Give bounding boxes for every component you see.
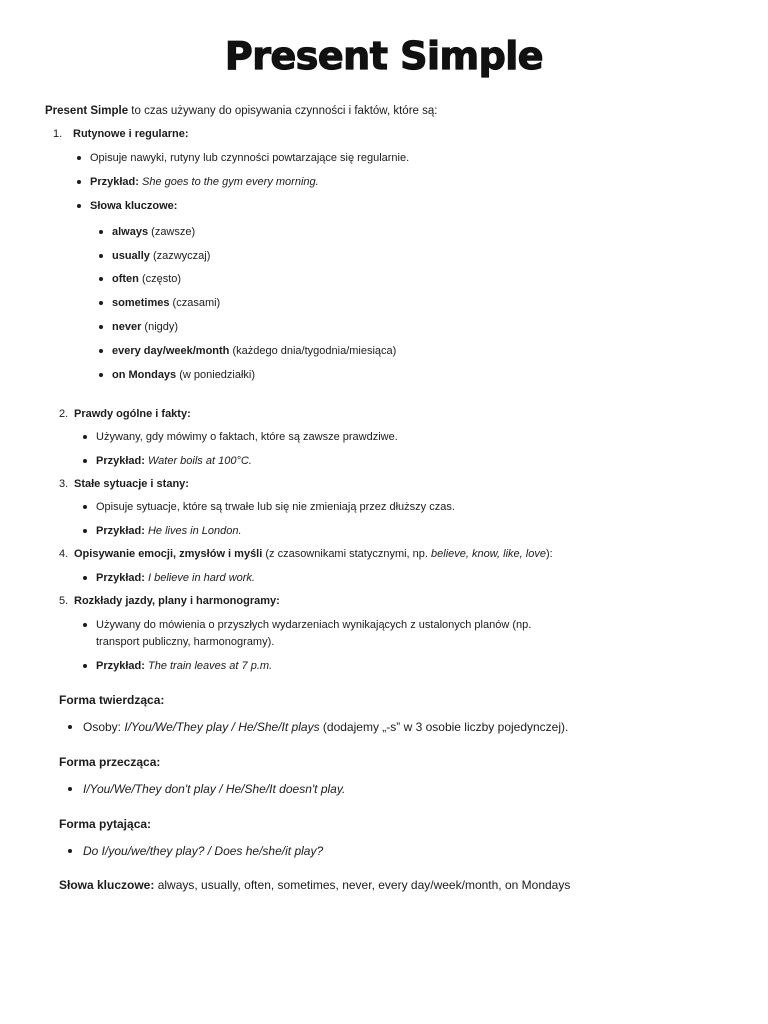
item-text: Opisuje nawyki, rutyny lub czynności powtarzające się regularnie. <box>90 152 410 164</box>
list-item <box>96 570 255 587</box>
section-number: 2. <box>59 408 69 420</box>
question-item <box>83 843 323 860</box>
negative-heading: Forma przecząca: <box>59 755 161 769</box>
section-3-heading <box>59 478 189 490</box>
keyword-item <box>112 295 220 312</box>
item-example: I believe in hard work. <box>147 572 255 584</box>
item-example: Water boils at 100°C. <box>147 455 252 467</box>
keyword-translation: (każdego dnia/tygodnia/miesiąca) <box>229 345 397 357</box>
bullet-icon <box>83 529 87 533</box>
item-example: Do I/you/we/they play? / Does he/she/it play? <box>83 844 324 858</box>
item-text: Używany, gdy mówimy o faktach, które są zawsze prawdziwe. <box>96 431 398 443</box>
list-item <box>90 198 177 215</box>
bullet-icon <box>77 156 81 160</box>
negative-item <box>83 781 345 798</box>
section-title: Opisywanie emocji, zmysłów i myśli <box>74 548 263 560</box>
affirmative-item <box>83 719 568 736</box>
section-title: Prawdy ogólne i fakty: <box>74 408 191 420</box>
keyword-item <box>112 319 178 336</box>
list-item <box>96 523 242 540</box>
keyword: always <box>112 226 149 238</box>
intro-text: to czas używany do opisywania czynności i faktów, które są: <box>128 105 438 117</box>
bullet-icon <box>83 623 87 627</box>
item-label: Przykład: <box>90 176 139 188</box>
page-title: Present Simple <box>224 34 544 78</box>
section-2-heading <box>59 408 191 420</box>
item-text-continued: transport publiczny, harmonogramy). <box>96 636 275 648</box>
bullet-icon <box>99 301 103 305</box>
keyword: never <box>112 321 142 333</box>
bullet-icon <box>99 325 103 329</box>
item-text: Używany do mówienia o przyszłych wydarzeniach wynikających z ustalonych planów (np. <box>96 619 532 631</box>
item-example: She goes to the gym every morning. <box>141 176 319 188</box>
final-text: always, usually, often, sometimes, never, every day/week/month, on Mondays <box>154 878 571 892</box>
item-label: Przykład: <box>96 660 145 672</box>
section-number: 1. <box>53 128 63 140</box>
keyword-item <box>112 367 255 384</box>
section-number: 3. <box>59 478 69 490</box>
item-label: Przykład: <box>96 455 145 467</box>
section-5-heading <box>59 595 280 607</box>
item-example: I/You/We/They don't play / He/She/It doesn't play. <box>83 782 346 796</box>
keyword: sometimes <box>112 297 170 309</box>
section-4-heading <box>59 548 553 560</box>
section-title: Stałe sytuacje i stany: <box>74 478 189 490</box>
keyword-item <box>112 248 210 265</box>
intro-paragraph <box>45 105 437 117</box>
keyword-translation: (w poniedziałki) <box>176 369 256 381</box>
item-label: Słowa kluczowe: <box>90 200 178 212</box>
list-item <box>96 658 272 675</box>
item-label: Przykład: <box>96 525 145 537</box>
list-item <box>96 453 252 470</box>
bullet-icon <box>83 459 87 463</box>
list-item <box>96 429 398 446</box>
keyword-item <box>112 271 181 288</box>
keyword-translation: (czasami) <box>169 297 221 309</box>
final-keywords <box>59 878 570 892</box>
keyword: on Mondays <box>112 369 177 381</box>
section-note-close: ): <box>545 548 553 560</box>
bullet-icon <box>68 787 72 791</box>
bullet-icon <box>99 254 103 258</box>
section-verbs: believe, know, like, love <box>431 548 546 560</box>
keyword-item <box>112 343 396 360</box>
keyword: often <box>112 273 139 285</box>
bullet-icon <box>68 849 72 853</box>
bullet-icon <box>77 204 81 208</box>
section-title: Rozkłady jazdy, plany i harmonogramy: <box>74 595 280 607</box>
keyword-translation: (zazwyczaj) <box>149 250 211 262</box>
keyword-item <box>112 224 195 241</box>
item-note: (dodajemy „-s” w 3 osobie liczby pojedynczej). <box>319 720 569 734</box>
bullet-icon <box>77 180 81 184</box>
item-example: He lives in London. <box>147 525 242 537</box>
list-item <box>90 150 409 167</box>
list-item <box>90 174 319 191</box>
item-example: The train leaves at 7 p.m. <box>147 660 273 672</box>
bullet-icon <box>99 230 103 234</box>
question-heading: Forma pytająca: <box>59 817 152 831</box>
section-note: (z czasownikami statycznymi, np. <box>262 548 432 560</box>
final-label: Słowa kluczowe: <box>59 878 155 892</box>
list-item <box>96 617 531 651</box>
bullet-icon <box>99 373 103 377</box>
bullet-icon <box>99 349 103 353</box>
bullet-icon <box>83 664 87 668</box>
keyword-translation: (często) <box>138 273 182 285</box>
section-1-heading <box>53 128 189 140</box>
section-number: 4. <box>59 548 69 560</box>
item-label: Osoby: <box>83 720 125 734</box>
item-text: Opisuje sytuacje, które są trwałe lub się nie zmieniają przez dłuższy czas. <box>96 501 455 513</box>
bullet-icon <box>99 277 103 281</box>
item-example: I/You/We/They play / He/She/It plays <box>124 720 320 734</box>
keyword: every day/week/month <box>112 345 230 357</box>
keyword-translation: (zawsze) <box>148 226 196 238</box>
bullet-icon <box>68 725 72 729</box>
keyword: usually <box>112 250 150 262</box>
bullet-icon <box>83 435 87 439</box>
affirmative-heading: Forma twierdząca: <box>59 693 165 707</box>
keyword-translation: (nigdy) <box>141 321 179 333</box>
bullet-icon <box>83 576 87 580</box>
intro-bold: Present Simple <box>45 105 129 117</box>
section-title: Rutynowe i regularne: <box>73 128 189 140</box>
list-item <box>96 499 455 516</box>
item-label: Przykład: <box>96 572 145 584</box>
section-number: 5. <box>59 595 69 607</box>
bullet-icon <box>83 505 87 509</box>
